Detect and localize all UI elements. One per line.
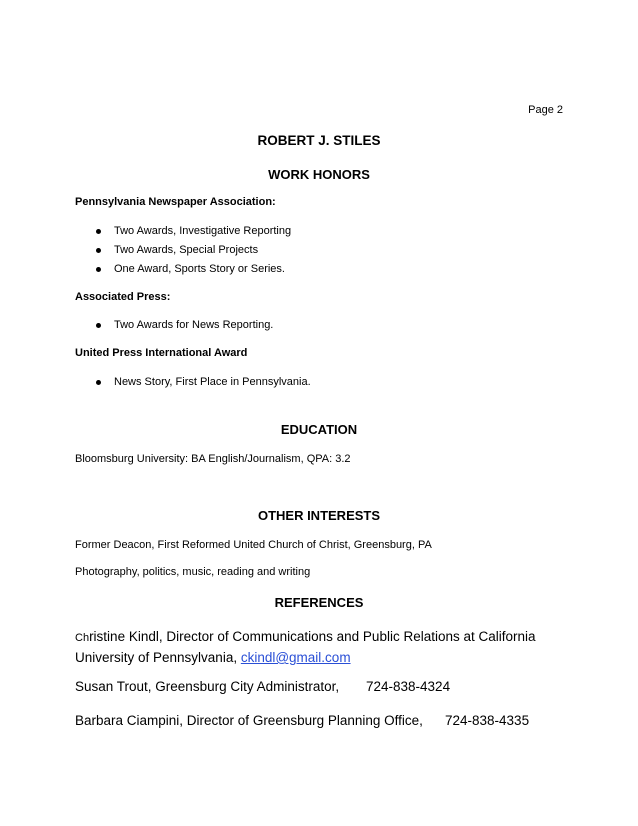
list-item-text: News Story, First Place in Pennsylvania. [114,376,311,388]
honor-group-label: Associated Press: [75,291,171,303]
bullet-icon [96,267,101,272]
list-item [75,260,291,279]
bullet-icon [96,380,101,385]
reference-trout [75,677,575,696]
reference-phone: 724-838-4335 [445,713,530,728]
email-link[interactable]: ckindl@gmail.com [240,650,351,665]
reference-text: Susan Trout, Greensburg City Administrator, [75,679,340,694]
bullet-icon [96,323,101,328]
list-item [75,241,291,260]
honor-list [75,373,311,392]
bullet-icon [96,229,101,234]
honor-list [75,316,273,335]
education-text: Bloomsburg University: BA English/Journalism, QPA: 3.2 [75,453,351,465]
interest-line: Former Deacon, First Reformed United Church of Christ, Greensburg, PA [75,539,432,551]
reference-prefix: Ch [75,632,90,644]
reference-phone: 724-838-4324 [366,679,451,694]
education-heading: EDUCATION [280,422,358,437]
list-item-text: Two Awards, Investigative Reporting [114,225,292,237]
list-item [75,373,311,392]
list-item-text: Two Awards for News Reporting. [114,319,274,331]
resume-name: ROBERT J. STILES [257,133,381,148]
work-honors-heading: WORK HONORS [268,167,370,182]
honor-group-label: Pennsylvania Newspaper Association: [75,196,276,208]
honor-list [75,222,291,279]
interest-line: Photography, politics, music, reading and writing [75,566,311,578]
page-number: Page 2 [528,104,563,116]
reference-text: ristine Kindl, Director of Communications and Public Relations at California University of Pennsylvania, [75,629,536,665]
references-heading: REFERENCES [274,595,364,610]
other-interests-heading: OTHER INTERESTS [257,508,381,523]
reference-text: Barbara Ciampini, Director of Greensburg Planning Office, [75,713,423,728]
reference-ciampini [75,711,575,730]
list-item [75,316,273,335]
list-item-text: Two Awards, Special Projects [114,244,259,256]
reference-kindl [75,627,575,668]
list-item [75,222,291,241]
honor-group-label: United Press International Award [75,347,248,359]
bullet-icon [96,248,101,253]
list-item-text: One Award, Sports Story or Series. [114,263,285,275]
